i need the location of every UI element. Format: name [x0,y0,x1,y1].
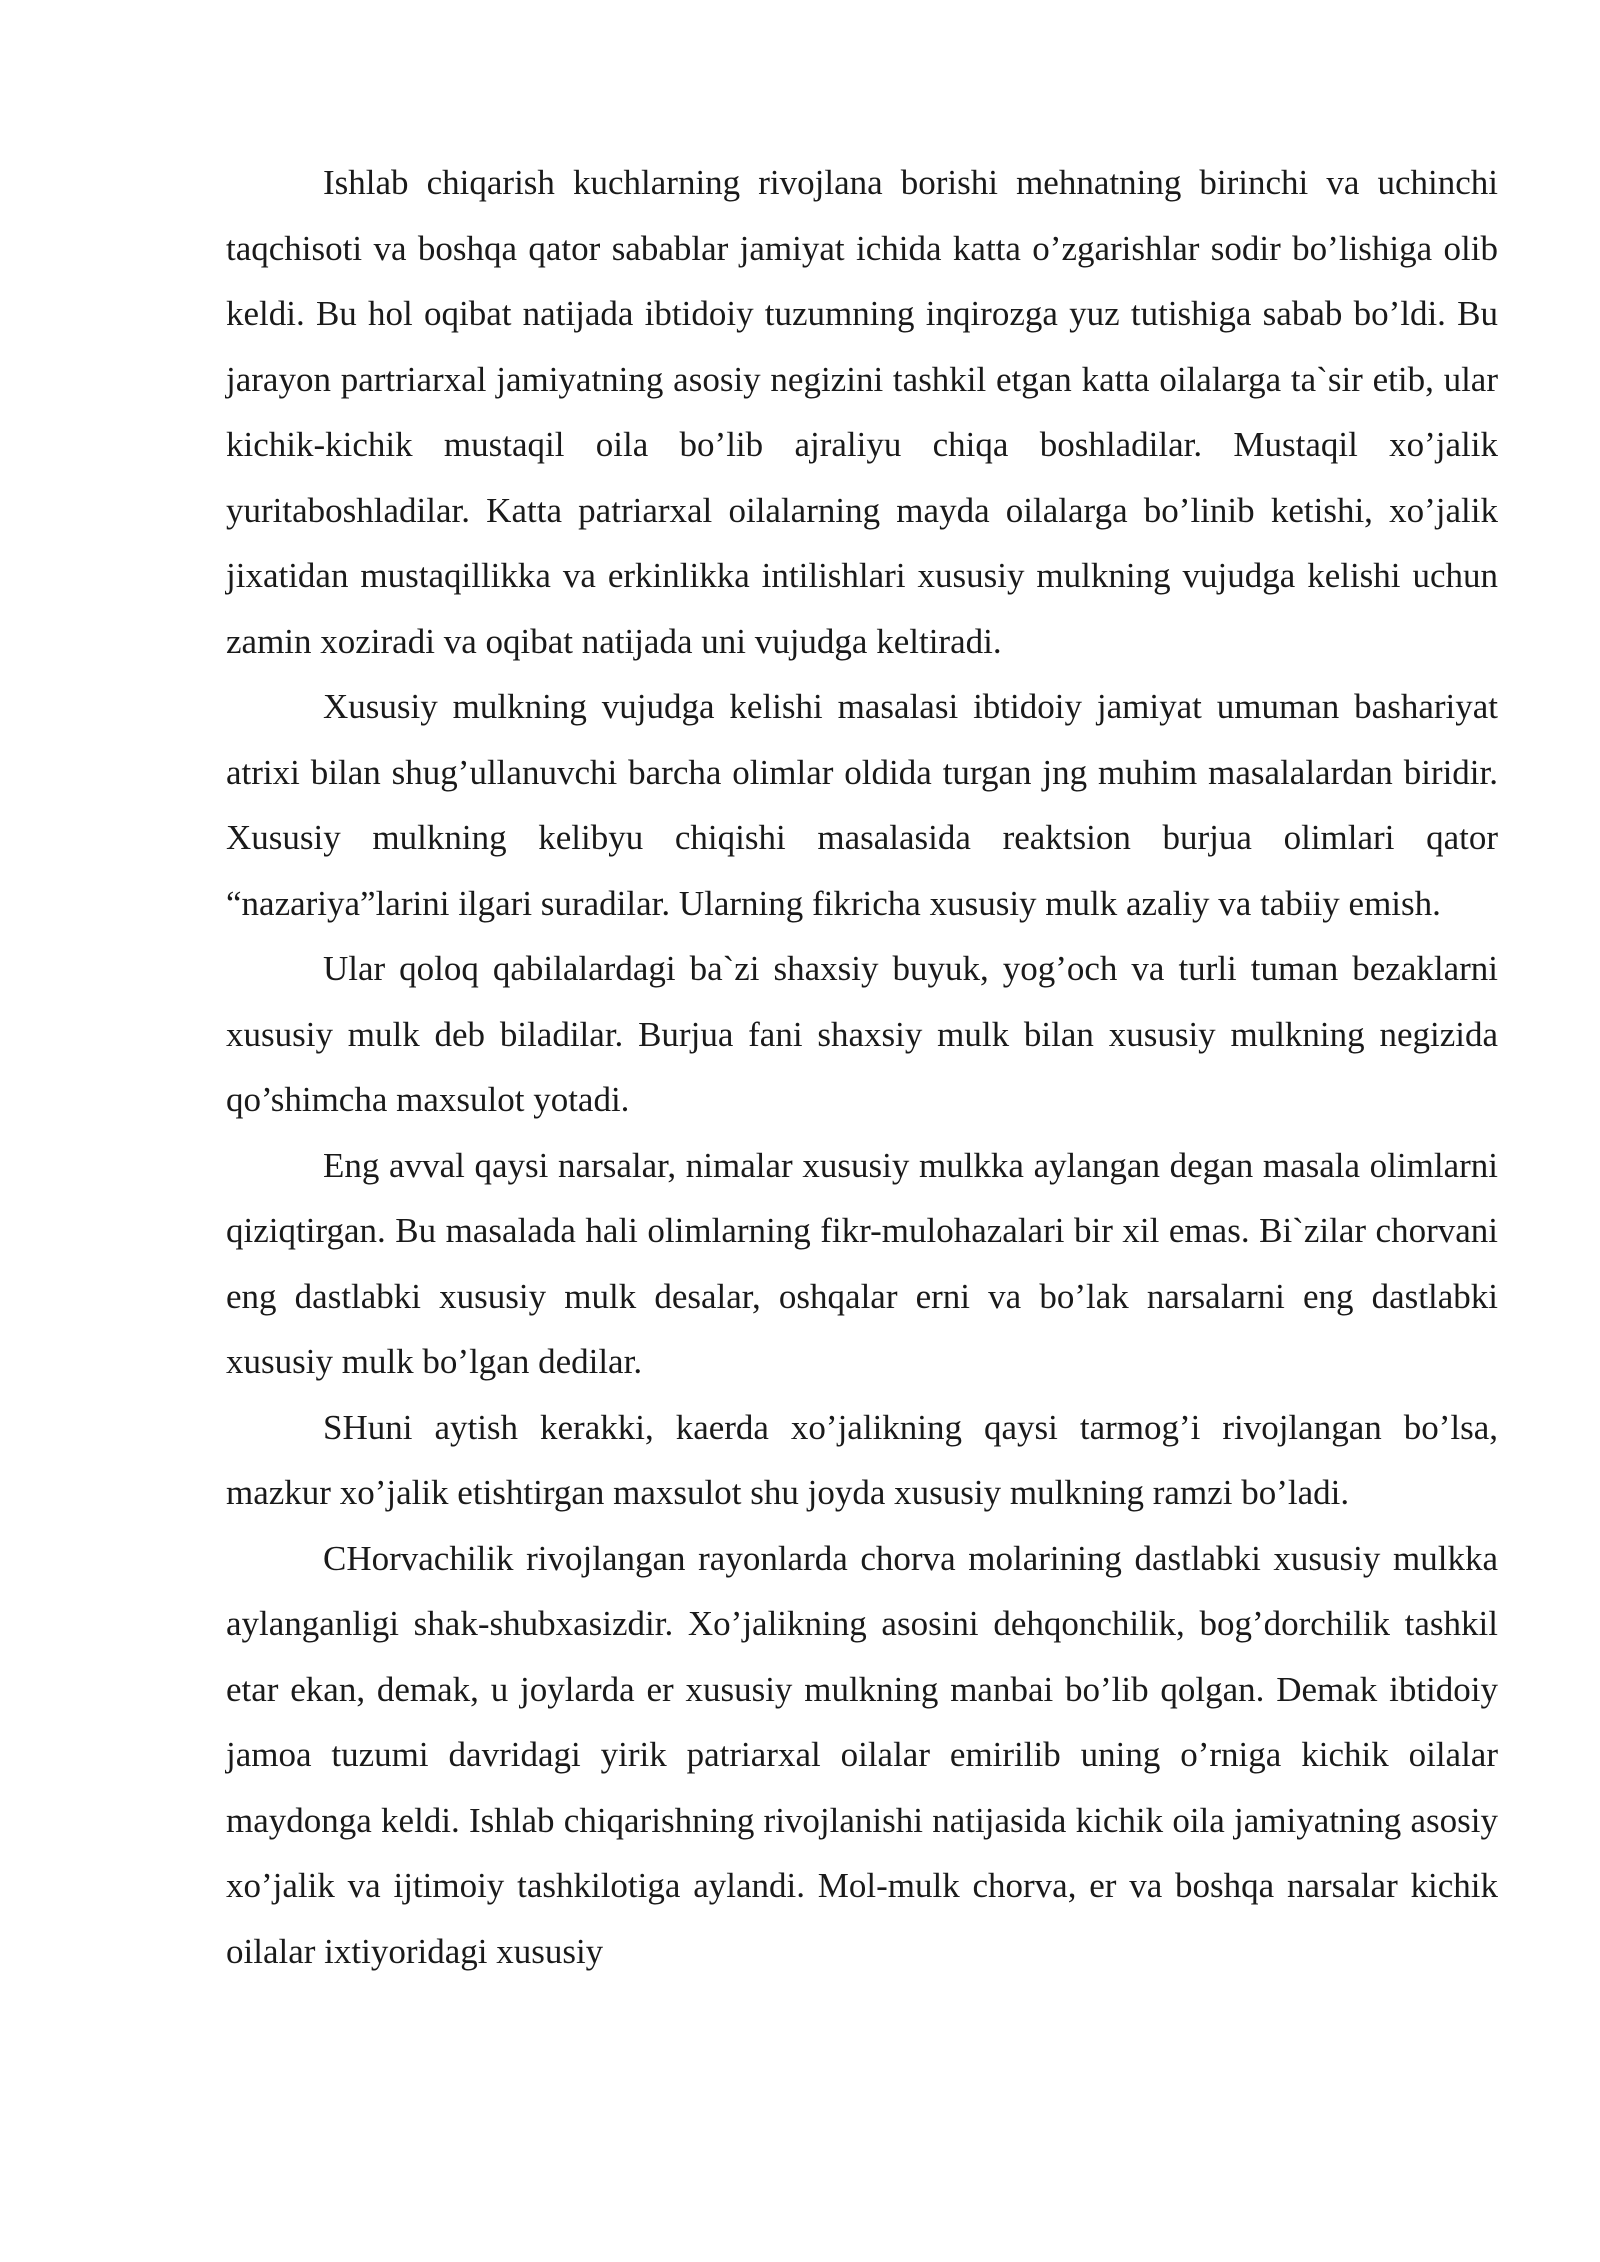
paragraph-3: Ular qoloq qabilalardagi ba`zi shaxsiy buyuk, yog’och va turli tuman bezaklarni xususiy mulk deb biladilar. Burjua fani shaxsiy mulk bilan xususiy mulkning negizida qo’shimcha maxsulot yotadi. [226,949,1498,1119]
paragraph-2: Xususiy mulkning vujudga kelishi masalasi ibtidoiy jamiyat umuman bashariyat atrixi bilan shug’ullanuvchi barcha olimlar oldida turgan jng muhim masalalardan biridir. Xususiy mulkning kelibyu chiqishi masalasida reaktsion burjua olimlari qator “nazariya”larini ilgari suradilar. Ularning fikricha xususiy mulk azaliy va tabiiy emish. [226,687,1498,923]
paragraph-4: Eng avval qaysi narsalar, nimalar xususiy mulkka aylangan degan masala olimlarni qiziqtirgan. Bu masalada hali olimlarning fikr-mulohazalari bir xil emas. Bi`zilar chorvani eng dastlabki xususiy mulk desalar, oshqalar erni va bo’lak narsalarni eng dastlabki xususiy mulk bo’lgan dedilar. [226,1145,1498,1381]
paragraph-6: CHorvachilik rivojlangan rayonlarda chorva molarining dastlabki xususiy mulkka aylanganligi shak-shubxasizdir. Xo’jalikning asosini dehqonchilik, bog’dorchilik tashkil etar ekan, demak, u joylarda er xususiy mulkning manbai bo’lib qolgan. Demak ibtidoiy jamoa tuzumi davridagi yirik patriarxal oilalar emirilib uning o’rniga kichik oilalar maydonga keldi. Ishlab chiqarishning rivojlanishi natijasida kichik oila jamiyatning asosiy xo’jalik va ijtimoiy tashkilotiga aylandi. Mol-mulk chorva, er va boshqa narsalar kichik oilalar ixtiyoridagi xususiy [226,1538,1498,1971]
paragraph-1: Ishlab chiqarish kuchlarning rivojlana borishi mehnatning birinchi va uchinchi taqchisoti va boshqa qator sabablar jamiyat ichida katta o’zgarishlar sodir bo’lishiga olib keldi. Bu hol oqibat natijada ibtidoiy tuzumning inqirozga yuz tutishiga sabab bo’ldi. Bu jarayon partriarxal jamiyatning asosiy negizini tashkil etgan katta oilalarga ta`sir etib, ular kichik-kichik mustaqil oila bo’lib ajraliyu chiqa boshladilar. Mustaqil xo’jalik yuritaboshladilar. Katta patriarxal oilalarning mayda oilalarga bo’linib ketishi, xo’jalik jixatidan mustaqillikka va erkinlikka intilishlari xususiy mulkning vujudga kelishi uchun zamin xoziradi va oqibat natijada uni vujudga keltiradi. [226,163,1498,661]
paragraph-5: SHuni aytish kerakki, kaerda xo’jalikning qaysi tarmog’i rivojlangan bo’lsa, mazkur xo’jalik etishtirgan maxsulot shu joyda xususiy mulkning ramzi bo’ladi. [226,1407,1498,1512]
document-body [226,150,1498,1984]
